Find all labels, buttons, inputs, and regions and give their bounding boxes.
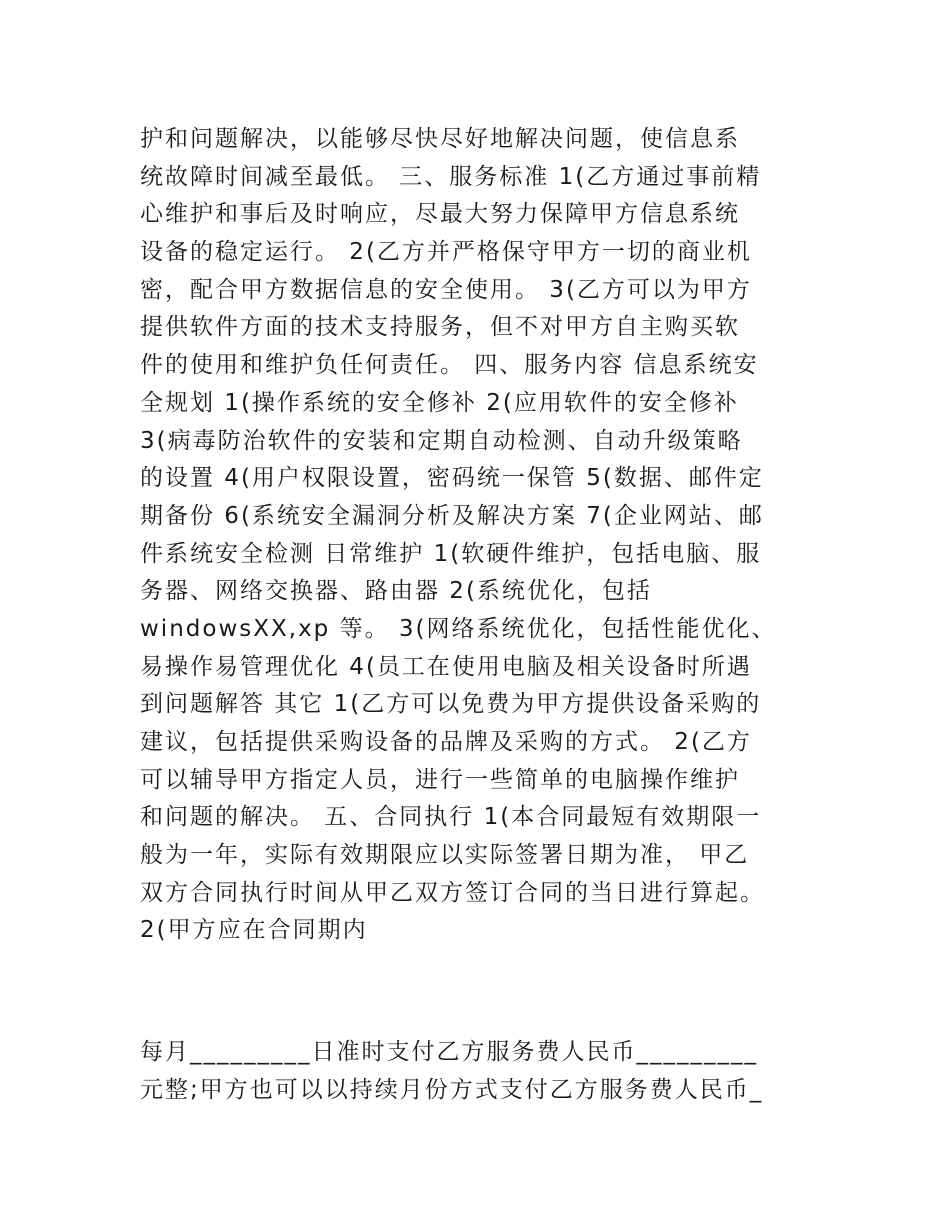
text-line: 心维护和事后及时响应，尽最大努力保障甲方信息系统 [140,201,740,228]
text-line: 的设置 4(用户权限设置，密码统一保管 5(数据、邮件定 [140,465,764,492]
text-line: 密，配合甲方数据信息的安全使用。 3(乙方可以为甲方 [140,276,752,303]
text-line: 2(甲方应在合同期内 [140,917,368,944]
text-line: 建议，包括提供采购设备的品牌及采购的方式。 2(乙方 [140,729,752,755]
text-line: 易操作易管理优化 4(员工在使用电脑及相关设备时所遇 [140,653,752,680]
text-line: 全规划 1(操作系统的安全修补 2(应用软件的安全修补 [140,389,739,416]
text-line: 提供软件方面的技术支持服务，但不对甲方自主购买软 [140,314,740,341]
text-line: 3(病毒防治软件的安装和定期自动检测、自动升级策略 [140,427,743,454]
text-line: 设备的稳定运行。 2(乙方并严格保守甲方一切的商业机 [140,239,752,266]
text-line: 可以辅导甲方指定人员，进行一些简单的电脑操作维护 [140,766,740,793]
text-line: 统故障时间减至最低。 三、服务标准 1(乙方通过事前精 [140,163,762,190]
contract-body-paragraph [140,121,820,950]
text-line: 般为一年，实际有效期限应以实际签署日期为准， 甲乙 [140,842,750,869]
payment-terms-paragraph [140,1034,820,1109]
text-line: 务器、网络交换器、路由器 2(系统优化，包括 [140,578,652,605]
text-line: 到问题解答 其它 1(乙方可以免费为甲方提供设备采购的 [140,691,762,718]
text-line: 双方合同执行时间从甲乙双方签订合同的当日进行算起。 [140,879,765,906]
text-line: 护和问题解决，以能够尽快尽好地解决问题，使信息系 [140,126,740,152]
text-line: 件系统安全检测 日常维护 1(软硬件维护，包括电脑、服 [140,540,762,567]
text-line: 期备份 6(系统安全漏洞分析及解决方案 7(企业网站、邮 [140,502,764,529]
text-line: 元整;甲方也可以以持续月份方式支付乙方服务费人民币_ [140,1076,764,1103]
text-line: 件的使用和维护负任何责任。 四、服务内容 信息系统安 [140,352,759,379]
text-line: windowsXX,xp 等。 3(网络系统优化，包括性能优化、 [140,615,777,642]
text-line: 每月_________日准时支付乙方服务费人民币_________ [140,1039,758,1065]
text-line: 和问题的解决。 五、合同执行 1(本合同最短有效期限一 [140,804,762,831]
